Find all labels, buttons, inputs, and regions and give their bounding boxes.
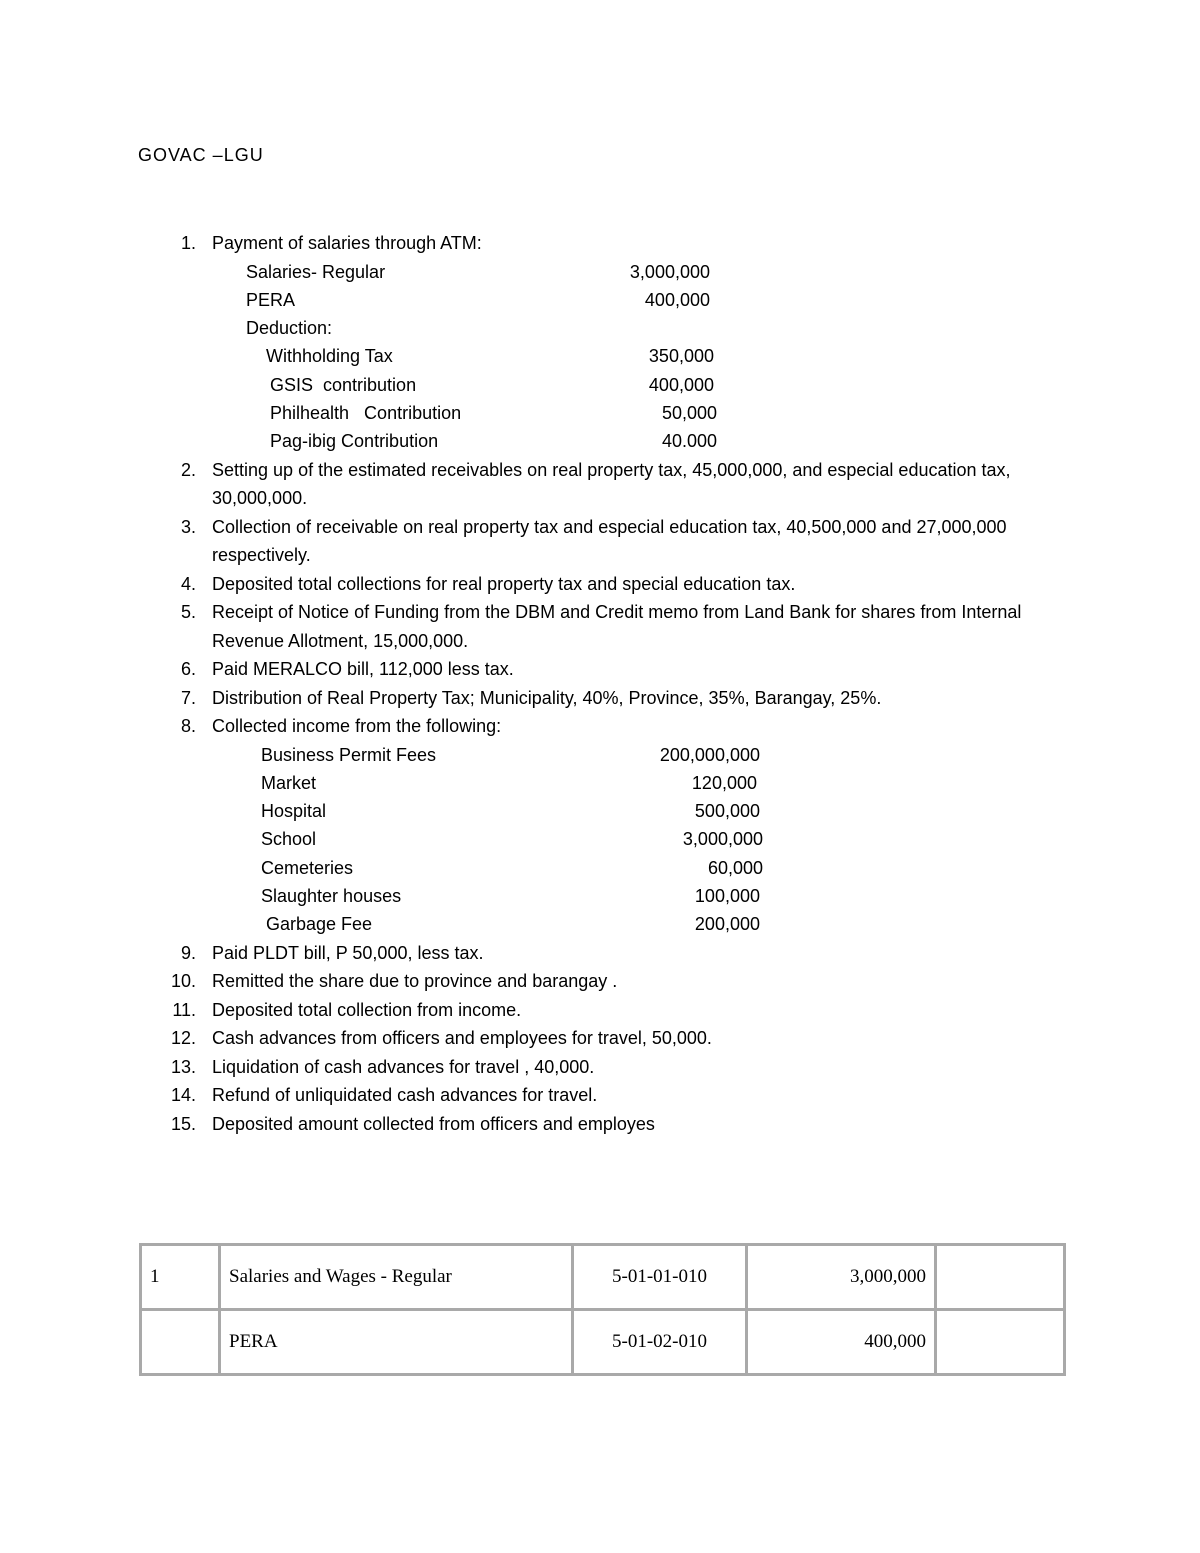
list-item	[0, 1110, 1200, 1139]
entry-number-cell: 1	[141, 1245, 220, 1310]
sub-label: GSIS contribution	[270, 374, 417, 395]
item-text: Collection of receivable on real property tax and especial education tax, 40,500,000 and 27,000,000 respectively.	[212, 516, 1007, 566]
sub-amount: 50,000	[661, 402, 717, 423]
list-item	[0, 1024, 1200, 1053]
item-text: Distribution of Real Property Tax; Municipality, 40%, Province, 35%, Barangay, 25%.	[212, 687, 882, 708]
list-item	[0, 570, 1200, 599]
item-number: 7.	[180, 687, 196, 708]
sub-label: Business Permit Fees	[261, 744, 437, 765]
table-row	[141, 1310, 1065, 1375]
account-title-cell: PERA	[220, 1310, 573, 1375]
list-item	[0, 996, 1200, 1025]
sub-row	[0, 854, 1200, 882]
sub-amount: 3,000,000	[629, 261, 710, 282]
sub-row	[0, 286, 1200, 314]
sub-amount: 200,000,000	[659, 744, 760, 765]
item-text: Paid PLDT bill, P 50,000, less tax.	[212, 942, 484, 963]
sub-row	[0, 910, 1200, 938]
list-item	[0, 513, 1200, 570]
item-text: Collected income from the following:	[212, 716, 502, 737]
item-number: 8.	[180, 716, 196, 737]
sub-row	[0, 342, 1200, 370]
item-text: Remitted the share due to province and barangay .	[212, 971, 618, 992]
sub-label: Market	[261, 772, 317, 793]
list-item	[0, 456, 1200, 513]
entry-number-cell	[141, 1310, 220, 1375]
sub-label: School	[261, 829, 317, 850]
sub-label: Salaries- Regular	[246, 261, 386, 282]
sub-row	[0, 258, 1200, 286]
sub-label: Deduction:	[246, 318, 333, 339]
sub-amount: 400,000	[648, 374, 714, 395]
list-item	[0, 1081, 1200, 1110]
sub-amount: 350,000	[648, 346, 714, 367]
sub-label: Withholding Tax	[266, 346, 393, 367]
sub-label: Cemeteries	[261, 857, 354, 878]
list-item	[0, 655, 1200, 684]
item-text: Deposited amount collected from officers and employes	[212, 1113, 655, 1134]
item-number: 9.	[180, 942, 196, 963]
sub-row	[0, 427, 1200, 455]
sub-row	[0, 371, 1200, 399]
table-row	[141, 1245, 1065, 1310]
sub-label: Philhealth Contribution	[270, 402, 462, 423]
list-item	[0, 229, 1200, 258]
page-title: GOVAC –LGU	[138, 145, 264, 165]
sub-amount: 100,000	[694, 886, 760, 907]
sub-amount: 500,000	[694, 801, 760, 822]
sub-row	[0, 882, 1200, 910]
sub-amount: 400,000	[644, 289, 710, 310]
item-number: 11.	[172, 999, 196, 1020]
sub-row	[0, 825, 1200, 853]
item-number: 13.	[170, 1056, 196, 1077]
sub-amount: 120,000	[691, 772, 757, 793]
account-title-cell: Salaries and Wages - Regular	[220, 1245, 573, 1310]
list-item	[0, 684, 1200, 713]
list-item	[0, 939, 1200, 968]
sub-amount: 3,000,000	[682, 829, 763, 850]
item-text: Liquidation of cash advances for travel , 40,000.	[212, 1056, 595, 1077]
sub-amount: 200,000	[694, 914, 760, 935]
item-number: 12.	[170, 1028, 196, 1049]
item-text: Deposited total collections for real property tax and special education tax.	[212, 573, 796, 594]
sub-label: Hospital	[261, 801, 327, 822]
item-text: Cash advances from officers and employees for travel, 50,000.	[212, 1028, 712, 1049]
list-item	[0, 598, 1200, 655]
item-number: 6.	[180, 659, 196, 680]
item-number: 4.	[180, 573, 196, 594]
sub-row	[0, 797, 1200, 825]
sub-row	[0, 399, 1200, 427]
item-number: 5.	[180, 602, 196, 623]
transaction-list	[0, 229, 1200, 1138]
sub-label: PERA	[246, 289, 296, 310]
item-text: Deposited total collection from income.	[212, 999, 522, 1020]
item-number: 1.	[180, 233, 196, 253]
sub-row	[0, 741, 1200, 769]
item-text: Setting up of the estimated receivables on real property tax, 45,000,000, and especial education tax, 30,000,000.	[212, 459, 1011, 509]
sub-amount: 40.000	[661, 431, 717, 452]
list-item	[0, 967, 1200, 996]
debit-cell: 400,000	[747, 1310, 936, 1375]
journal-table	[139, 1243, 1066, 1376]
sub-row	[0, 314, 1200, 342]
credit-cell	[936, 1245, 1065, 1310]
list-item	[0, 712, 1200, 741]
item-number: 10.	[170, 971, 196, 992]
item-number: 14.	[170, 1085, 196, 1106]
sub-amount: 60,000	[707, 857, 763, 878]
item-number: 15.	[170, 1113, 196, 1134]
account-code-cell: 5-01-02-010	[573, 1310, 747, 1375]
credit-cell	[936, 1310, 1065, 1375]
sub-label: Pag-ibig Contribution	[270, 431, 439, 452]
sub-label: Slaughter houses	[261, 886, 402, 907]
list-item	[0, 1053, 1200, 1082]
sub-label: Garbage Fee	[266, 914, 373, 935]
item-text: Payment of salaries through ATM:	[212, 233, 482, 253]
item-number: 3.	[180, 516, 196, 537]
item-text: Receipt of Notice of Funding from the DBM and Credit memo from Land Bank for shares from Internal Revenue Allotment, 15,000,000.	[212, 602, 1022, 651]
sub-row	[0, 769, 1200, 797]
item-number: 2.	[180, 459, 196, 480]
debit-cell: 3,000,000	[747, 1245, 936, 1310]
item-text: Refund of unliquidated cash advances for travel.	[212, 1085, 598, 1106]
account-code-cell: 5-01-01-010	[573, 1245, 747, 1310]
item-text: Paid MERALCO bill, 112,000 less tax.	[212, 659, 514, 680]
